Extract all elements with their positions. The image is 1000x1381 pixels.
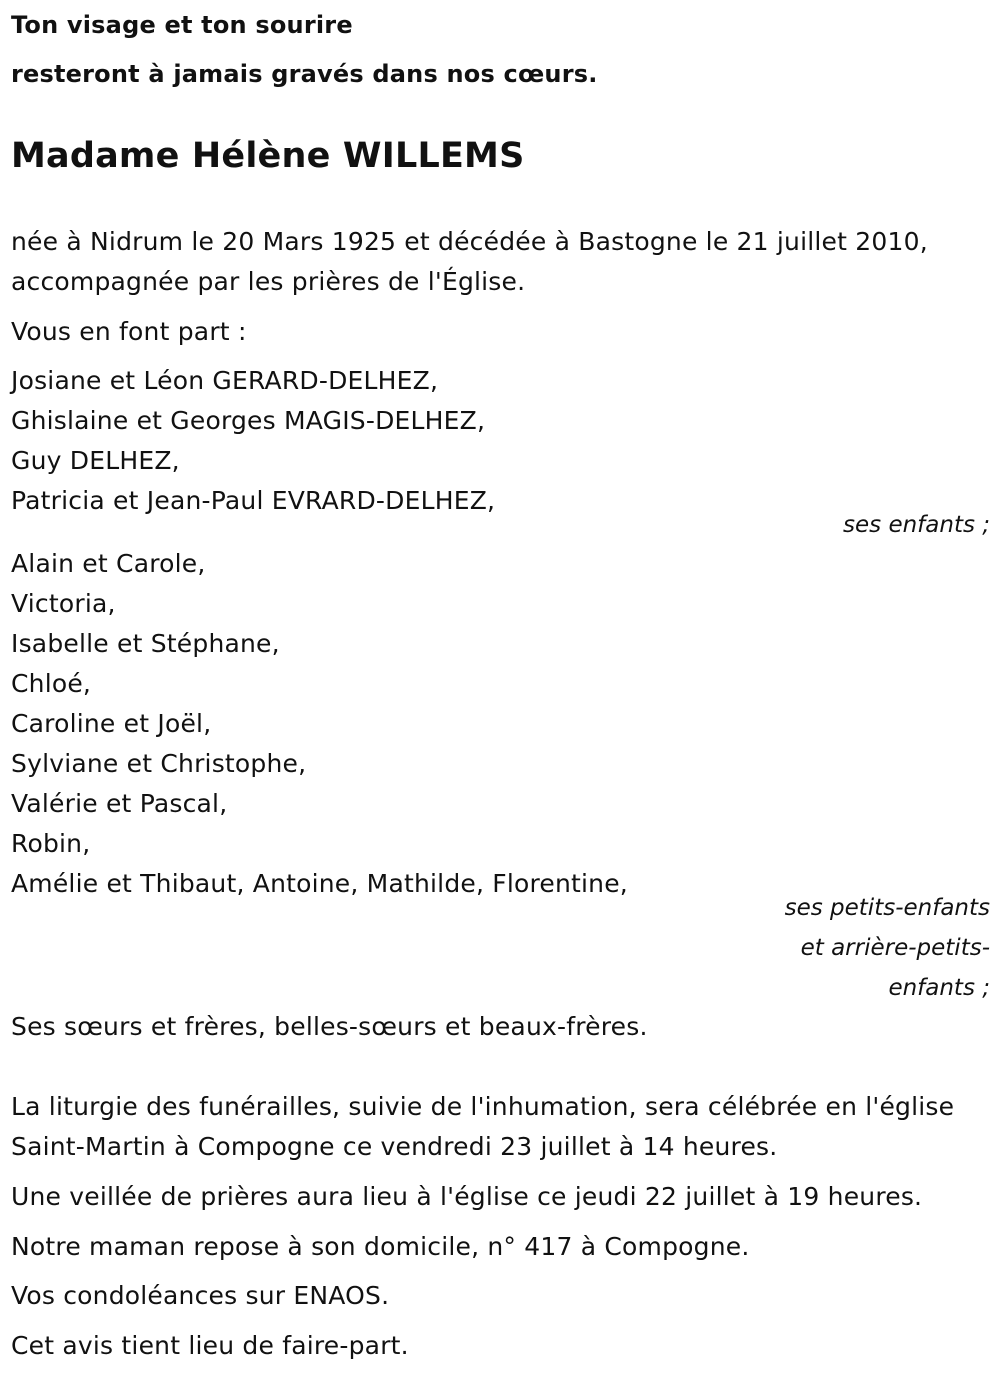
announcement-intro: Vous en font part : (11, 317, 247, 346)
birth-death-line-2: accompagnée par les prières de l'Église. (11, 267, 526, 296)
rest-place-line: Notre maman repose à son domicile, n° 417 à Compogne. (11, 1232, 750, 1261)
children-role: ses enfants ; (843, 512, 990, 538)
grandchild-entry: Alain et Carole, (11, 549, 206, 578)
grandchild-entry: Isabelle et Stéphane, (11, 629, 280, 658)
epitaph-line-2: resteront à jamais gravés dans nos cœurs. (11, 60, 598, 88)
birth-death-line-1: née à Nidrum le 20 Mars 1925 et décédée à Bastogne le 21 juillet 2010, (11, 227, 928, 256)
grandchildren-role-line-1: ses petits-enfants (784, 895, 990, 921)
closing-line: Cet avis tient lieu de faire-part. (11, 1331, 409, 1360)
grandchild-entry: Chloé, (11, 669, 92, 698)
grandchild-entry: Amélie et Thibaut, Antoine, Mathilde, Florentine, (11, 869, 628, 898)
funeral-line-2: Saint-Martin à Compogne ce vendredi 23 juillet à 14 heures. (11, 1132, 778, 1161)
epitaph-line-1: Ton visage et ton sourire (11, 11, 353, 39)
grandchild-entry: Sylviane et Christophe, (11, 749, 307, 778)
condolences-line: Vos condoléances sur ENAOS. (11, 1281, 390, 1310)
deceased-name: Madame Hélène WILLEMS (11, 136, 525, 176)
child-entry: Ghislaine et Georges MAGIS-DELHEZ, (11, 406, 486, 435)
funeral-line-1: La liturgie des funérailles, suivie de l'inhumation, sera célébrée en l'église (11, 1092, 955, 1121)
child-entry: Patricia et Jean-Paul EVRARD-DELHEZ, (11, 486, 496, 515)
grandchild-entry: Victoria, (11, 589, 116, 618)
grandchild-entry: Valérie et Pascal, (11, 789, 228, 818)
siblings-line: Ses sœurs et frères, belles-sœurs et beaux-frères. (11, 1012, 648, 1041)
grandchild-entry: Robin, (11, 829, 91, 858)
grandchildren-role-line-3: enfants ; (888, 975, 990, 1001)
child-entry: Josiane et Léon GERARD-DELHEZ, (11, 366, 439, 395)
child-entry: Guy DELHEZ, (11, 446, 180, 475)
vigil-line: Une veillée de prières aura lieu à l'église ce jeudi 22 juillet à 19 heures. (11, 1182, 923, 1211)
grandchild-entry: Caroline et Joël, (11, 709, 212, 738)
grandchildren-role-line-2: et arrière-petits- (800, 935, 990, 961)
